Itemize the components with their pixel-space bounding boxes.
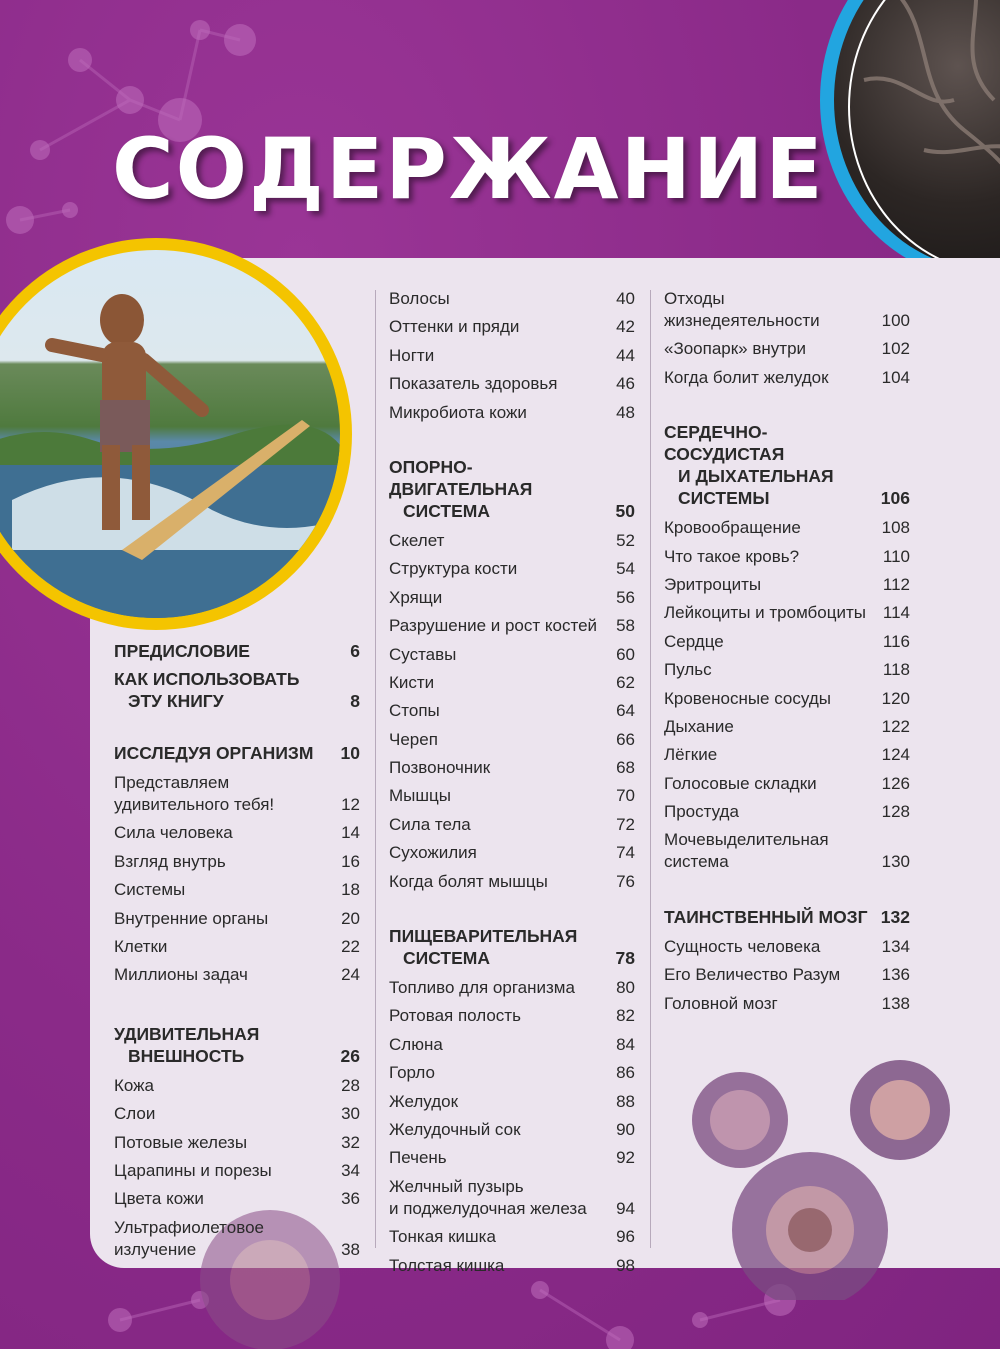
toc-section[interactable]: СЕРДЕЧНО-СОСУДИСТАЯ И ДЫХАТЕЛЬНАЯ СИСТЕМЫ 106	[664, 422, 910, 509]
toc-column-3	[664, 288, 910, 1021]
toc-item-page: 60	[616, 644, 635, 664]
toc-item-label: Голосовые складки	[664, 773, 817, 793]
toc-item-label: Пульс	[664, 660, 712, 680]
spacer	[114, 993, 360, 1023]
toc-item[interactable]	[664, 367, 910, 389]
toc-item-label: Сила человека	[114, 823, 233, 843]
toc-item-list	[114, 772, 360, 986]
toc-item-page: 136	[881, 965, 910, 985]
toc-item[interactable]	[664, 688, 910, 710]
toc-section[interactable]: ТАИНСТВЕННЫЙ МОЗГ 132	[664, 906, 910, 927]
toc-item[interactable]	[664, 546, 910, 568]
toc-item-page: 98	[616, 1255, 635, 1275]
toc-section[interactable]: ОПОРНО-ДВИГАТЕЛЬНАЯ СИСТЕМА 50	[389, 456, 635, 521]
section-label	[389, 456, 605, 522]
toc-item-page: 66	[616, 729, 635, 749]
toc-item-label: Микробиота кожи	[389, 402, 527, 422]
toc-item-page: 118	[882, 660, 910, 680]
toc-item-label: Волосы	[389, 289, 450, 308]
toc-item-page: 88	[616, 1091, 635, 1111]
toc-item-label: Стопы	[389, 701, 440, 721]
toc-item-page: 16	[341, 851, 360, 871]
toc-item[interactable]	[664, 659, 910, 681]
toc-item-page: 40	[616, 289, 635, 308]
section-label-line: СЕРДЕЧНО-СОСУДИСТАЯ	[664, 422, 785, 465]
toc-item-page: 90	[616, 1119, 635, 1139]
toc-item-page: 130	[881, 852, 910, 872]
toc-item[interactable]	[389, 288, 635, 310]
cells-image	[660, 1040, 1000, 1300]
toc-item-label: Кровообращение	[664, 518, 801, 538]
column-divider-2	[650, 290, 651, 1248]
toc-item-label: Системы	[114, 880, 186, 900]
section-label-line: ОПОРНО-ДВИГАТЕЛЬНАЯ	[389, 456, 533, 499]
toc-item-label: Простуда	[664, 802, 739, 822]
toc-item-label: Печень	[389, 1148, 447, 1168]
toc-item-page: 28	[341, 1075, 360, 1095]
toc-item-label: «Зоопарк» внутри	[664, 339, 807, 359]
toc-item-list	[389, 530, 635, 893]
column-divider-1	[375, 290, 376, 1248]
toc-item-label: Структура кости	[389, 559, 518, 579]
toc-item[interactable]	[664, 716, 910, 738]
toc-item[interactable]	[389, 1034, 635, 1056]
toc-item-page: 30	[341, 1104, 360, 1124]
section-label-indented	[114, 668, 299, 712]
toc-item-label: Сухожилия	[389, 843, 477, 863]
spacer	[389, 899, 635, 925]
toc-item-page: 32	[341, 1132, 360, 1152]
toc-item-label: Лейкоциты и тромбоциты	[664, 603, 866, 623]
toc-item-page: 74	[616, 843, 635, 863]
toc-item[interactable]	[664, 602, 910, 624]
toc-item-label: Показатель здоровья	[389, 374, 558, 394]
toc-item-list	[664, 288, 910, 389]
toc-item[interactable]	[389, 871, 635, 893]
toc-item-label: Кровеносные сосуды	[664, 688, 831, 708]
section-label-line: СИСТЕМА	[403, 948, 490, 969]
toc-item-label: Слои	[114, 1104, 156, 1124]
toc-item[interactable]	[389, 587, 635, 609]
toc-item-label: Хрящи	[389, 587, 443, 607]
toc-item[interactable]	[389, 814, 635, 836]
toc-item[interactable]	[664, 773, 910, 795]
spacer	[114, 712, 360, 742]
toc-item-label: Кожа	[114, 1075, 154, 1095]
toc-item-page: 14	[341, 823, 360, 843]
toc-item[interactable]	[114, 879, 360, 901]
toc-item-label: Лёгкие	[664, 745, 718, 765]
toc-item-label: Тонкая кишка	[389, 1227, 496, 1247]
toc-item-page: 48	[616, 402, 635, 422]
toc-item-page: 56	[616, 587, 635, 607]
toc-item[interactable]	[664, 517, 910, 539]
toc-item-label: Представляем удивительного тебя!	[114, 773, 275, 814]
toc-section[interactable]: УДИВИТЕЛЬНАЯ ВНЕШНОСТЬ 26	[114, 1023, 360, 1066]
toc-item-label: Толстая кишка	[389, 1255, 505, 1275]
toc-item-label: Миллионы задач	[114, 965, 248, 985]
toc-item-label: Потовые железы	[114, 1132, 248, 1152]
toc-item[interactable]	[389, 672, 635, 694]
toc-section[interactable]: ПРЕДИСЛОВИЕ 6	[114, 641, 360, 661]
section-label-line: ВНЕШНОСТЬ	[128, 1045, 245, 1066]
toc-item[interactable]	[114, 822, 360, 844]
toc-item-page: 64	[616, 701, 635, 721]
toc-item[interactable]	[114, 851, 360, 873]
toc-item-page: 20	[341, 908, 360, 928]
toc-item-label: Клетки	[114, 936, 168, 956]
spacer	[664, 880, 910, 906]
toc-item-page: 34	[341, 1160, 360, 1180]
toc-item[interactable]	[664, 936, 910, 958]
toc-item[interactable]	[389, 1005, 635, 1027]
toc-item-page: 126	[881, 773, 910, 793]
toc-item-label: Царапины и порезы	[114, 1160, 272, 1180]
toc-item-label: Сущность человека	[664, 936, 821, 956]
toc-item[interactable]	[664, 744, 910, 766]
toc-item-page: 44	[616, 345, 635, 365]
toc-item-label: Головной мозг	[664, 993, 778, 1013]
toc-item-list	[664, 936, 910, 1015]
toc-item-label: Внутренние органы	[114, 908, 269, 928]
section-label-line: КАК ИСПОЛЬЗОВАТЬ	[114, 669, 300, 689]
toc-item-label: Эритроциты	[664, 574, 762, 594]
section-label-line: И ДЫХАТЕЛЬНАЯ	[678, 466, 834, 487]
toc-item-page: 72	[616, 814, 635, 834]
toc-item[interactable]	[114, 936, 360, 958]
toc-item-label: Что такое кровь?	[664, 546, 800, 566]
toc-item[interactable]	[389, 345, 635, 367]
toc-column-2	[389, 288, 635, 1283]
toc-item[interactable]	[389, 530, 635, 552]
toc-item[interactable]	[114, 1188, 360, 1210]
toc-item[interactable]	[389, 402, 635, 424]
toc-item-label: Когда болит желудок	[664, 367, 829, 387]
toc-item[interactable]	[114, 772, 360, 816]
spacer	[389, 430, 635, 456]
section-label: ТАИНСТВЕННЫЙ МОЗГ	[664, 906, 868, 927]
toc-item-page: 134	[881, 936, 910, 956]
toc-item-page: 42	[616, 317, 635, 337]
toc-item-page: 86	[616, 1063, 635, 1083]
toc-item-page: 96	[616, 1227, 635, 1247]
toc-item[interactable]	[389, 615, 635, 637]
toc-item[interactable]	[664, 288, 910, 332]
toc-item[interactable]	[389, 700, 635, 722]
toc-item-label: Ногти	[389, 345, 435, 365]
toc-item-page: 124	[881, 745, 910, 765]
spacer	[664, 395, 910, 421]
toc-item[interactable]	[389, 644, 635, 666]
toc-item-page: 52	[616, 530, 635, 550]
toc-item-page: 84	[616, 1034, 635, 1054]
toc-item[interactable]	[114, 1103, 360, 1125]
toc-section[interactable]: ПИЩЕВАРИТЕЛЬНАЯ СИСТЕМА 78	[389, 926, 635, 969]
toc-item[interactable]	[389, 1255, 635, 1277]
toc-item-label: Оттенки и пряди	[389, 317, 520, 337]
toc-item[interactable]	[389, 977, 635, 999]
toc-item[interactable]	[389, 729, 635, 751]
toc-item-page: 82	[616, 1006, 635, 1026]
toc-item[interactable]	[389, 558, 635, 580]
toc-item[interactable]	[664, 829, 910, 873]
section-label-line: СИСТЕМЫ	[678, 488, 770, 509]
toc-item-page: 54	[616, 559, 635, 579]
toc-item[interactable]	[114, 1132, 360, 1154]
toc-item-label: Ультрафиолетовое излучение	[114, 1217, 264, 1259]
toc-item-label: Суставы	[389, 644, 457, 664]
section-label	[114, 1023, 259, 1067]
toc-item-label: Желудок	[389, 1091, 459, 1111]
toc-item-page: 36	[341, 1189, 360, 1209]
toc-item[interactable]	[389, 373, 635, 395]
toc-item[interactable]	[664, 574, 910, 596]
toc-section[interactable]: КАК ИСПОЛЬЗОВАТЬ ЭТУ КНИГУ 8	[114, 669, 360, 711]
toc-item[interactable]	[389, 316, 635, 338]
toc-item-list	[389, 977, 635, 1277]
toc-item-label: Отходы жизнедеятельности	[664, 289, 820, 330]
toc-item[interactable]	[389, 842, 635, 864]
toc-item[interactable]	[664, 631, 910, 653]
toc-item-label: Когда болят мышцы	[389, 871, 548, 891]
section-label-line: УДИВИТЕЛЬНАЯ	[114, 1023, 260, 1044]
toc-item-label: Горло	[389, 1063, 435, 1083]
toc-item-label: Желчный пузырь и поджелудочная железа	[389, 1176, 587, 1218]
toc-item[interactable]	[389, 1176, 635, 1220]
toc-item-page: 12	[341, 795, 360, 814]
toc-item-page: 138	[881, 993, 910, 1013]
toc-item[interactable]	[114, 908, 360, 930]
toc-item[interactable]	[114, 1160, 360, 1182]
toc-item-page: 38	[341, 1239, 360, 1259]
toc-item[interactable]	[664, 993, 910, 1015]
toc-item[interactable]	[114, 964, 360, 986]
toc-item-label: Мочевыделительная система	[664, 830, 829, 872]
toc-item-page: 58	[616, 616, 635, 636]
section-label-line: ПИЩЕВАРИТЕЛЬНАЯ	[389, 926, 578, 947]
toc-item[interactable]	[389, 1062, 635, 1084]
toc-item[interactable]	[389, 1147, 635, 1169]
section-label	[664, 421, 880, 509]
toc-item[interactable]	[389, 1119, 635, 1141]
toc-item[interactable]	[664, 338, 910, 360]
toc-column-1	[114, 640, 360, 1267]
section-label: ИССЛЕДУЯ ОРГАНИЗМ	[114, 743, 314, 763]
toc-item-label: Сила тела	[389, 814, 471, 834]
toc-item[interactable]	[389, 757, 635, 779]
toc-item-page: 46	[616, 374, 635, 394]
toc-item-page: 94	[616, 1198, 635, 1218]
toc-item-label: Топливо для организма	[389, 978, 575, 998]
toc-item-label: Позвоночник	[389, 758, 491, 778]
toc-item-label: Разрушение и рост костей	[389, 616, 598, 636]
toc-item[interactable]	[389, 1226, 635, 1248]
toc-item-list	[389, 288, 635, 424]
toc-item-page: 114	[882, 603, 910, 623]
toc-item-page: 104	[881, 367, 910, 387]
toc-item-page: 62	[616, 672, 635, 692]
toc-item-label: Череп	[389, 729, 438, 749]
toc-item-label: Скелет	[389, 530, 445, 550]
toc-item-page: 116	[882, 631, 910, 651]
toc-item-page: 22	[341, 936, 360, 956]
toc-item-page: 70	[616, 786, 635, 806]
toc-item-label: Сердце	[664, 631, 724, 651]
toc-item[interactable]	[389, 785, 635, 807]
toc-item-label: Дыхание	[664, 716, 734, 736]
toc-item-page: 92	[616, 1148, 635, 1168]
section-label	[389, 925, 577, 969]
toc-item[interactable]	[114, 1075, 360, 1097]
toc-item-page: 68	[616, 758, 635, 778]
toc-item-page: 120	[881, 688, 910, 708]
toc-item-label: Кисти	[389, 672, 435, 692]
toc-item-list	[664, 517, 910, 873]
toc-item-page: 100	[881, 311, 910, 330]
toc-item[interactable]	[664, 964, 910, 986]
toc-item-page: 102	[881, 339, 910, 359]
toc-item-list	[114, 1075, 360, 1261]
toc-section[interactable]: ИССЛЕДУЯ ОРГАНИЗМ 10	[114, 743, 360, 763]
section-label-line: СИСТЕМА	[403, 500, 490, 521]
toc-item-page: 76	[616, 871, 635, 891]
toc-item-page: 122	[881, 716, 910, 736]
toc-item-label: Ротовая полость	[389, 1006, 521, 1026]
toc-item-label: Мышцы	[389, 786, 451, 806]
toc-item-page: 18	[341, 880, 360, 900]
toc-item-page: 108	[881, 518, 910, 538]
toc-item-page: 80	[616, 978, 635, 998]
toc-item-page: 128	[881, 802, 910, 822]
toc-item-page: 110	[882, 546, 910, 566]
page-title: СОДЕРЖАНИЕ	[112, 120, 825, 218]
toc-item-page: 24	[341, 965, 360, 985]
toc-item[interactable]	[114, 1217, 360, 1261]
toc-item[interactable]	[664, 801, 910, 823]
toc-item[interactable]	[389, 1091, 635, 1113]
section-label: ПРЕДИСЛОВИЕ	[114, 641, 250, 661]
toc-item-label: Цвета кожи	[114, 1189, 204, 1209]
toc-item-label: Желудочный сок	[389, 1119, 521, 1139]
toc-item-page: 112	[882, 574, 910, 594]
toc-item-label: Его Величество Разум	[664, 965, 841, 985]
toc-item-label: Взгляд внутрь	[114, 851, 226, 871]
toc-item-label: Слюна	[389, 1034, 443, 1054]
section-label-line: ЭТУ КНИГУ	[128, 691, 224, 711]
